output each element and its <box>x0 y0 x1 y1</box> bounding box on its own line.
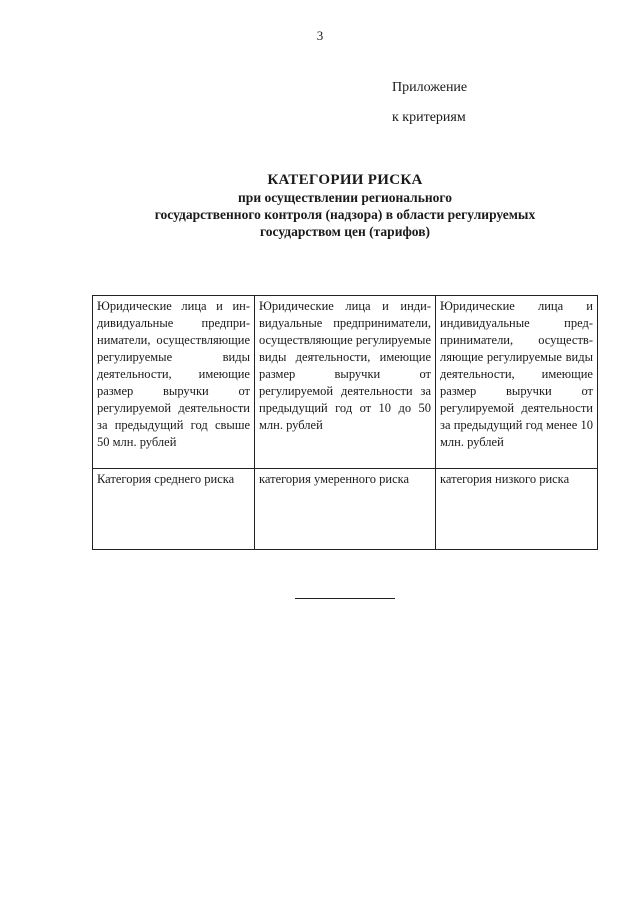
table-cell: категория умеренного риска <box>255 469 436 550</box>
appendix-line-2: к критериям <box>392 110 466 125</box>
document-title <box>0 172 640 240</box>
table-row <box>93 296 598 469</box>
table-cell: категория низкого риска <box>436 469 598 550</box>
table-cell: Категория среднего риска <box>93 469 255 550</box>
table-cell: Юридические лица и индивидуальные предприниматели, осуществляющие регулируемые виды деятельности, имеющие размер выручки от регулируемой деятельности за предыдущий год свыше 50 млн. рублей <box>93 296 255 469</box>
risk-categories-table <box>92 295 598 550</box>
appendix-note <box>392 78 467 128</box>
title-line-3: государством цен (тарифов) <box>259 224 431 239</box>
title-line-2: государственного контроля (надзора) в области регулируемых <box>154 207 536 222</box>
title-line-1: при осуществлении регионального <box>238 190 452 205</box>
table-row <box>93 469 598 550</box>
table-cell: Юридические лица и индивидуальные предприниматели, осуществляющие регулируемые виды деятельности, имеющие размер выручки от регулируемой деятельности за предыдущий год от 10 до 50 млн. рублей <box>255 296 436 469</box>
appendix-line-1: Приложение <box>392 80 468 95</box>
closing-rule <box>295 598 395 599</box>
page-number: 3 <box>316 28 324 43</box>
title-main: КАТЕГОРИИ РИСКА <box>267 172 423 188</box>
table-cell: Юридические лица и индивидуальные предприниматели, осуществляющие регулируемые виды деятельности, имеющие размер выручки от регулируемой деятельности за предыдущий год менее 10 млн. рублей <box>436 296 598 469</box>
